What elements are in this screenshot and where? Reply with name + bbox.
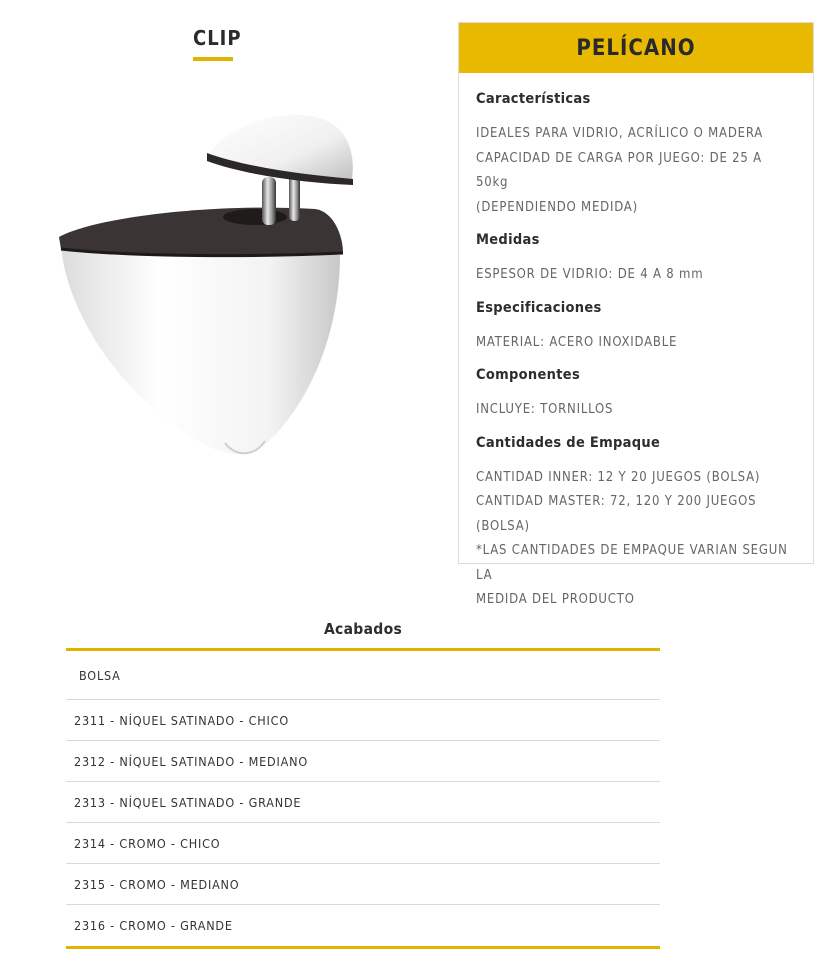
product-image	[55, 105, 365, 465]
spec-heading: Cantidades de Empaque	[476, 434, 661, 451]
acabados-title: Acabados	[323, 620, 403, 638]
spec-panel-title: PELÍCANO	[459, 23, 813, 73]
spec-line: *LAS CANTIDADES DE EMPAQUE VARIAN SEGUN LA	[476, 543, 788, 583]
spec-line: IDEALES PARA VIDRIO, ACRÍLICO O MADERA	[476, 126, 764, 141]
table-header: BOLSA	[66, 651, 660, 700]
spec-section-caracteristicas	[476, 91, 796, 220]
spec-line: CAPACIDAD DE CARGA POR JUEGO: DE 25 A 50kg	[476, 150, 762, 190]
product-title: CLIP	[193, 26, 242, 50]
table-row: 2314 - CROMO - CHICO	[66, 823, 660, 864]
spec-heading: Especificaciones	[476, 299, 602, 316]
spec-panel	[458, 22, 814, 607]
spec-line: MEDIDA DEL PRODUCTO	[476, 592, 635, 607]
spec-line: INCLUYE: TORNILLOS	[476, 402, 614, 417]
spec-section-especificaciones	[476, 300, 796, 356]
spec-heading: Componentes	[476, 367, 581, 383]
spec-heading: Medidas	[476, 232, 540, 248]
table-row: 2311 - NÍQUEL SATINADO - CHICO	[66, 700, 660, 741]
divider	[66, 946, 660, 949]
table-row: 2313 - NÍQUEL SATINADO - GRANDE	[66, 782, 660, 823]
spec-line: ESPESOR DE VIDRIO: DE 4 A 8 mm	[476, 267, 704, 282]
table-row: 2315 - CROMO - MEDIANO	[66, 864, 660, 905]
title-underline	[193, 57, 233, 61]
spec-section-componentes	[476, 367, 796, 423]
acabados-table	[66, 620, 660, 949]
spec-line: MATERIAL: ACERO INOXIDABLE	[476, 334, 678, 350]
spec-line: CANTIDAD INNER: 12 Y 20 JUEGOS (BOLSA)	[476, 469, 761, 485]
spec-section-medidas	[476, 232, 796, 288]
spec-line: CANTIDAD MASTER: 72, 120 Y 200 JUEGOS (BOLSA)	[476, 494, 757, 534]
table-row: 2316 - CROMO - GRANDE	[74, 918, 233, 933]
spec-line: (DEPENDIENDO MEDIDA)	[476, 199, 638, 215]
spec-section-cantidades	[476, 435, 796, 613]
table-row: 2312 - NÍQUEL SATINADO - MEDIANO	[66, 741, 660, 782]
spec-heading: Características	[476, 91, 591, 107]
